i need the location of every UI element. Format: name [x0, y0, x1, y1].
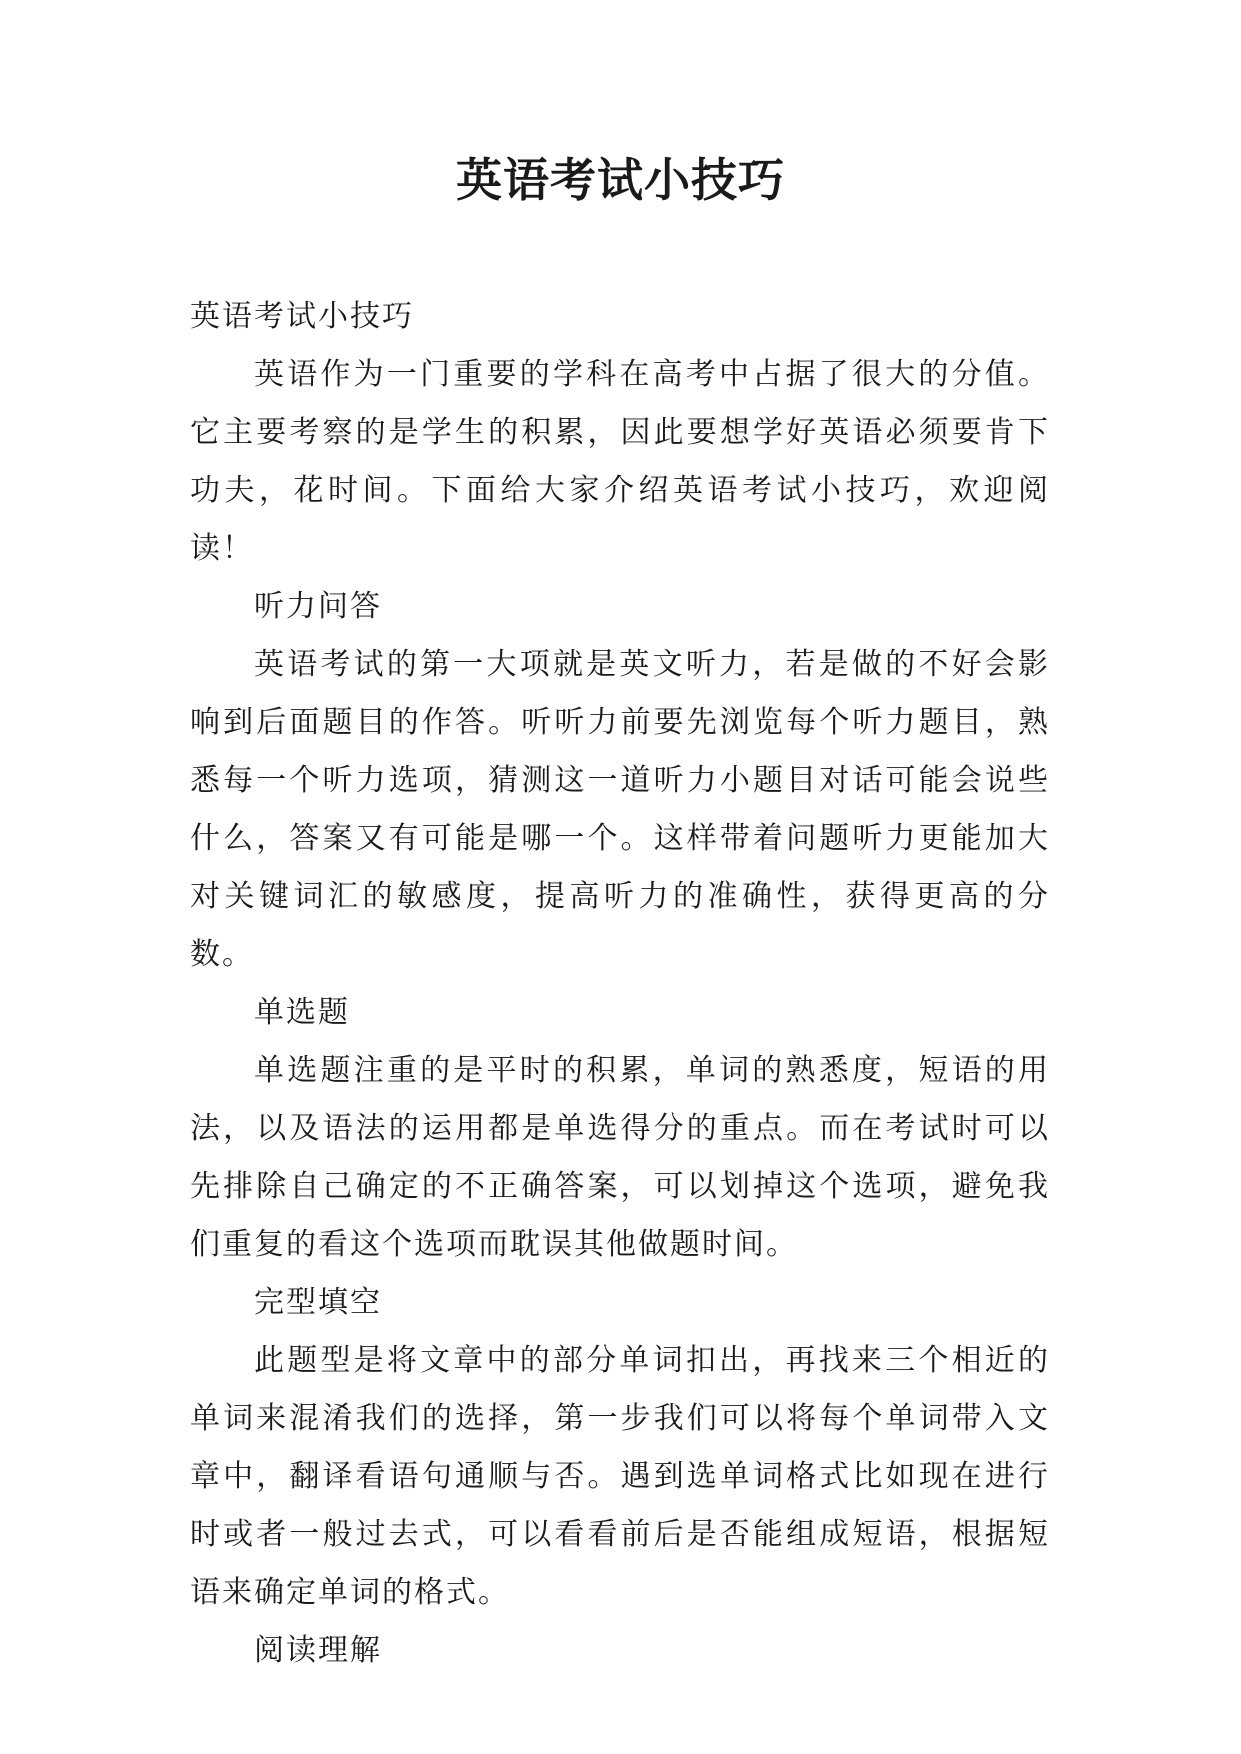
section-heading-listening: 听力问答: [254, 589, 382, 624]
listening-paragraph: 英语考试的第一大项就是英文听力，若是做的不好会影响到后面题目的作答。听听力前要先浏览每个听力题目，熟悉每一个听力选项，猜测这一道听力小题目对话可能会说些什么，答案又有可能是哪一个。这样带着问题听力更能加大对关键词汇的敏感度，提高听力的准确性，获得更高的分数。: [190, 647, 1050, 972]
section-heading-cloze: 完型填空: [254, 1285, 382, 1320]
article-subtitle: 英语考试小技巧: [190, 299, 414, 334]
cloze-paragraph: 此题型是将文章中的部分单词扣出，再找来三个相近的单词来混淆我们的选择，第一步我们可以将每个单词带入文章中，翻译看语句通顺与否。遇到选单词格式比如现在进行时或者一般过去式，可以看看前后是否能组成短语，根据短语来确定单词的格式。: [190, 1343, 1050, 1610]
document-body: [190, 288, 1050, 1680]
intro-paragraph: 英语作为一门重要的学科在高考中占据了很大的分值。它主要考察的是学生的积累，因此要想学好英语必须要肯下功夫，花时间。下面给大家介绍英语考试小技巧，欢迎阅读！: [190, 357, 1050, 566]
single-choice-paragraph: 单选题注重的是平时的积累，单词的熟悉度，短语的用法，以及语法的运用都是单选得分的重点。而在考试时可以先排除自己确定的不正确答案，可以划掉这个选项，避免我们重复的看这个选项而耽误其他做题时间。: [190, 1053, 1050, 1262]
section-heading-reading: 阅读理解: [254, 1633, 382, 1668]
section-heading-single-choice: 单选题: [254, 995, 350, 1030]
document-title: 英语考试小技巧: [456, 153, 785, 207]
